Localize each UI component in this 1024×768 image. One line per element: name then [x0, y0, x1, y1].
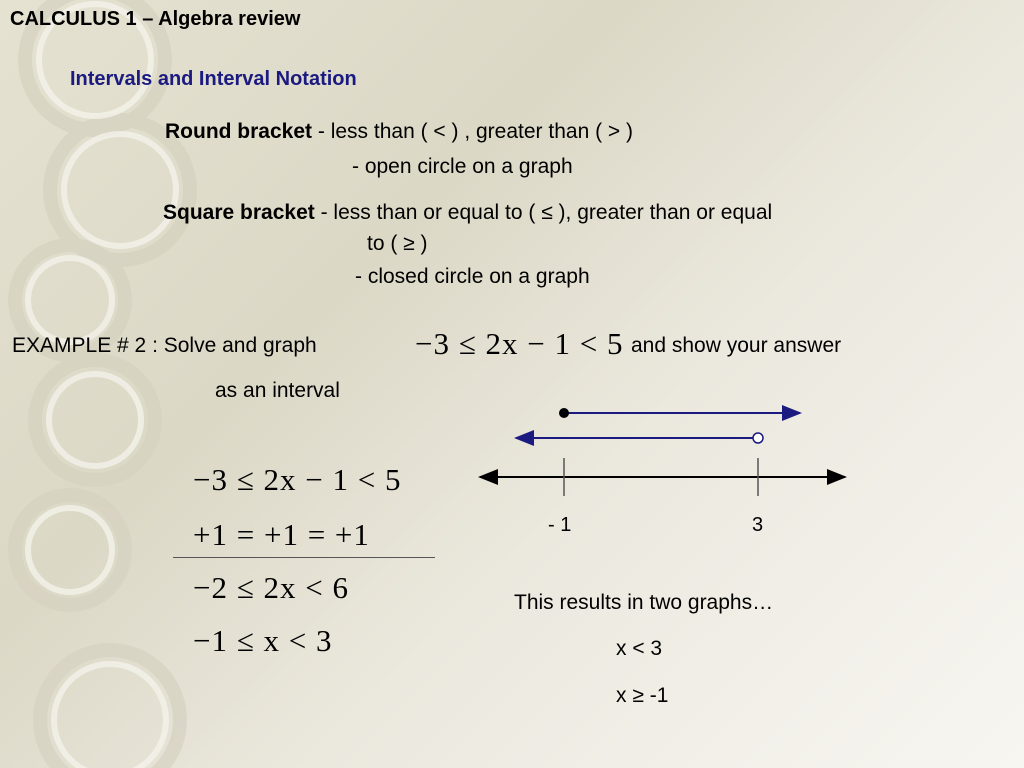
step-3: −2 ≤ 2x < 6 — [193, 570, 349, 605]
step-2: +1 = +1 = +1 — [193, 517, 370, 552]
square-bracket-graph-note: - closed circle on a graph — [355, 265, 590, 288]
closed-circle — [559, 408, 569, 418]
example-inequality: −3 ≤ 2x − 1 < 5 — [415, 326, 624, 361]
open-circle — [753, 433, 763, 443]
square-bracket-label: Square bracket — [163, 201, 315, 224]
tick-label-neg1: - 1 — [548, 514, 572, 536]
round-bracket-graph-note: - open circle on a graph — [352, 155, 573, 178]
section-subtitle: Intervals and Interval Notation — [70, 68, 357, 90]
square-bracket-desc-cont: to ( ≥ ) — [367, 232, 428, 255]
round-bracket-desc: - less than ( < ) , greater than ( > ) — [312, 120, 633, 143]
page-title: CALCULUS 1 – Algebra review — [10, 8, 301, 30]
conclusion-text: This results in two graphs… — [514, 591, 774, 614]
graph-1-label: x < 3 — [616, 637, 663, 660]
example-prefix: EXAMPLE # 2 : Solve and graph — [12, 334, 317, 357]
square-bracket-desc: - less than or equal to ( ≤ ), greater than or equal — [314, 201, 773, 224]
round-bracket-label: Round bracket — [165, 120, 313, 143]
graph-2-label: x ≥ -1 — [616, 684, 669, 707]
step-4: −1 ≤ x < 3 — [193, 623, 333, 658]
tick-label-3: 3 — [752, 514, 764, 536]
example-suffix: and show your answer — [631, 334, 842, 357]
step-1: −3 ≤ 2x − 1 < 5 — [193, 462, 402, 497]
example-line2: as an interval — [215, 379, 340, 402]
